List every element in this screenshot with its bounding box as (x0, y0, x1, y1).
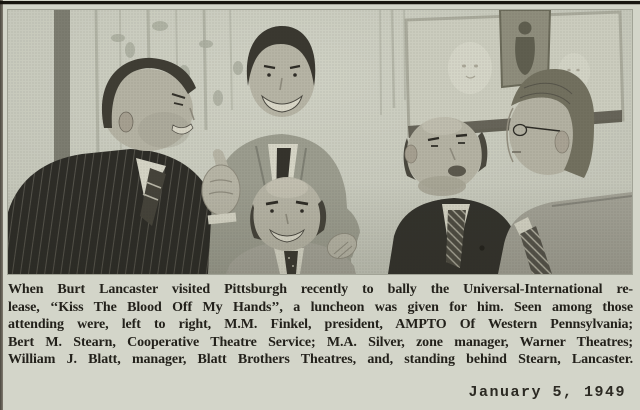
scan-gutter-edge (0, 0, 3, 410)
halftone-overlay (8, 10, 632, 274)
photo-caption (8, 281, 633, 369)
caption-line: William J. Blatt, manager, Blatt Brothers Theatres, and, standing behind Stearn, Lancaster. (8, 352, 633, 367)
date-line: January 5, 1949 (468, 384, 626, 401)
caption-line: attending were, left to right, M.M. Finkel, president, AMPTO Of Western Pennsylvania; (8, 317, 633, 332)
photo-illustration (8, 10, 632, 274)
top-rule (0, 1, 640, 4)
caption-line: Bert M. Stearn, Cooperative Theatre Service; M.A. Silver, zone manager, Warner Theatres; (8, 334, 633, 350)
luncheon-photograph (8, 10, 632, 274)
caption-line: lease, ‘‘Kiss The Blood Off My Hands’’, a luncheon was given for him. Seen among those (8, 299, 633, 315)
caption-line: When Burt Lancaster visited Pittsburgh recently to bally the Universal-International re- (8, 282, 633, 297)
